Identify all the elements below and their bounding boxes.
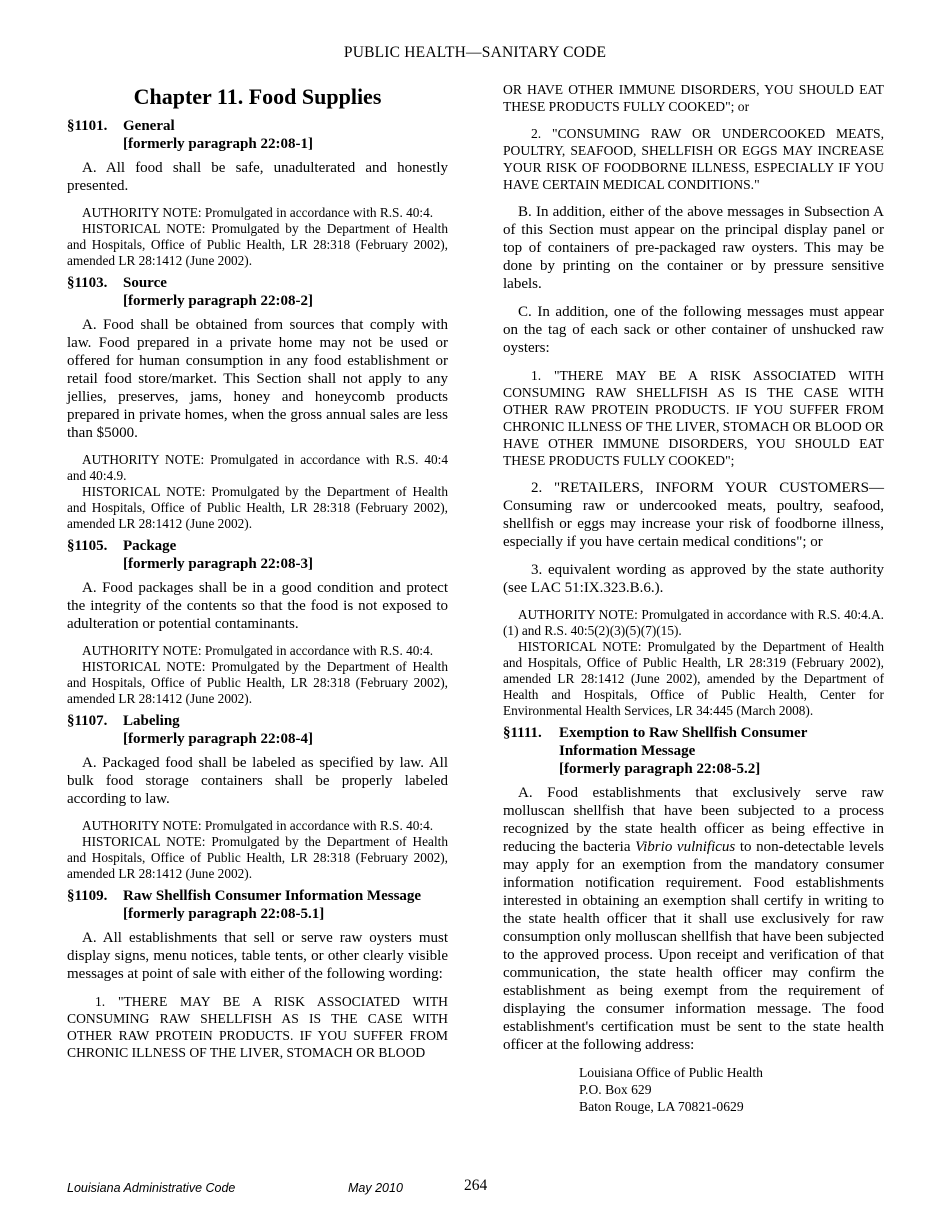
footer-date: May 2010: [348, 1181, 403, 1195]
section-number: §1101.: [67, 118, 108, 134]
section-number: §1111.: [503, 725, 542, 741]
paragraph: A. All establishments that sell or serve raw oysters must display signs, menu notices, table tents, or other clearly visible messages at point of sale with either of the following wording:: [67, 930, 448, 982]
authority-note: AUTHORITY NOTE: Promulgated in accordance with R.S. 40:4.: [82, 205, 434, 220]
section-title: Source: [123, 275, 167, 291]
species-name: Vibrio vulnificus: [635, 839, 736, 855]
section-former: [formerly paragraph 22:08-4]: [123, 731, 313, 747]
historical-note: HISTORICAL NOTE: Promulgated by the Department of Health and Hospitals, Office of Public Health, LR 28:318 (February 2002), amended LR 28:1412 (June 2002).: [67, 659, 448, 706]
section-former: [formerly paragraph 22:08-2]: [123, 293, 313, 309]
list-item: 2. "RETAILERS, INFORM YOUR CUSTOMERS—Consuming raw or undercooked meats, poultry, seafood, shellfish or eggs may increase your risk of foodborne illness, especially if you have certain medical conditions"; or: [503, 480, 884, 550]
address-line: Baton Rouge, LA 70821-0629: [579, 1099, 744, 1114]
paragraph-text: to non-detectable levels may apply for an exemption from the mandatory consumer information notification requirement. Food establishments interested in obtaining an exemption shall certify in writing to the state health officer that it shall use exclusively for raw consumption only molluscan shellfish that have been subjected to the approved process. Upon receipt and verification of that communication, the state health officer may confirm the establishment as being exempt from the requirement of displaying the consumer information message. The food establishment's certification must be sent to the state health officer at the following address:: [503, 839, 885, 1053]
list-item: 1. "THERE MAY BE A RISK ASSOCIATED WITH CONSUMING RAW SHELLFISH AS IS THE CASE WITH OTHER RAW PROTEIN PRODUCTS. IF YOU SUFFER FROM CHRONIC ILLNESS OF THE LIVER, STOMACH OR BLOOD OR HAVE OTHER IMMUNE DISORDERS, YOU SHOULD EAT THESE PRODUCTS FULLY COOKED";: [503, 368, 884, 468]
running-header: PUBLIC HEALTH—SANITARY CODE: [343, 44, 607, 61]
section-number: §1105.: [67, 538, 108, 554]
section-heading-1103: [67, 274, 448, 310]
authority-note: AUTHORITY NOTE: Promulgated in accordance with R.S. 40:4 and 40:4.9.: [67, 452, 448, 483]
list-item: 1. "THERE MAY BE A RISK ASSOCIATED WITH CONSUMING RAW SHELLFISH AS IS THE CASE WITH OTHER RAW PROTEIN PRODUCTS. IF YOU SUFFER FROM CHRONIC ILLNESS OF THE LIVER, STOMACH OR BLOOD: [67, 994, 448, 1060]
section-heading-1111: [503, 724, 884, 778]
section-title-continued: Information Message: [559, 743, 696, 759]
list-item-continuation: OR HAVE OTHER IMMUNE DISORDERS, YOU SHOULD EAT THESE PRODUCTS FULLY COOKED"; or: [503, 82, 884, 114]
right-column: [503, 81, 884, 1115]
left-column: [67, 80, 448, 1061]
footer-publication: Louisiana Administrative Code: [67, 1181, 236, 1195]
paragraph: C. In addition, one of the following messages must appear on the tag of each sack or other container of unshucked raw oysters:: [503, 304, 884, 356]
paragraph: A. Food shall be obtained from sources that comply with law. Food prepared in a private home may not be used or offered for human consumption in any food establishment or retail food store/market. This Section shall not apply to any jellies, preserves, jams, honey and honeycomb products prepared in private homes, when the gross annual sales are less than $5000.: [67, 317, 448, 441]
section-heading-1101: [67, 117, 448, 153]
paragraph: A. All food shall be safe, unadulterated and honestly presented.: [67, 160, 448, 194]
address-line: P.O. Box 629: [579, 1082, 652, 1097]
authority-note: AUTHORITY NOTE: Promulgated in accordance with R.S. 40:4.: [82, 643, 434, 658]
paragraph-text: A. Food establishments that exclusively serve raw molluscan shellfish that have been subjected to a process recognized by the state health officer as being effective in reducing the bacteria: [503, 785, 884, 855]
paragraph: [503, 784, 884, 1054]
section-number: §1103.: [67, 275, 108, 291]
chapter-title: Chapter 11. Food Supplies: [133, 84, 382, 109]
historical-note: HISTORICAL NOTE: Promulgated by the Department of Health and Hospitals, Office of Public Health, LR 28:318 (February 2002), amended LR 28:1412 (June 2002).: [67, 834, 448, 881]
section-title: Raw Shellfish Consumer Information Message: [123, 888, 422, 904]
section-former: [formerly paragraph 22:08-5.1]: [123, 906, 325, 922]
section-heading-1105: [67, 537, 448, 573]
section-former: [formerly paragraph 22:08-1]: [123, 136, 313, 152]
address-line: Louisiana Office of Public Health: [579, 1065, 763, 1080]
section-former: [formerly paragraph 22:08-5.2]: [559, 761, 761, 777]
page-number: 264: [464, 1177, 488, 1194]
paragraph: A. Packaged food shall be labeled as specified by law. All bulk food storage containers shall be properly labeled according to law.: [67, 755, 448, 807]
section-heading-1109: [67, 887, 448, 923]
paragraph: A. Food packages shall be in a good condition and protect the integrity of the contents so that the food is not exposed to adulteration or potential contaminants.: [67, 580, 448, 632]
section-title: Package: [123, 538, 177, 554]
authority-note: AUTHORITY NOTE: Promulgated in accordance with R.S. 40:4.: [82, 818, 434, 833]
paragraph: B. In addition, either of the above messages in Subsection A of this Section must appear on the principal display panel or top of containers of pre-packaged raw oysters. This may be done by printing on the container or by pressure sensitive labels.: [503, 204, 884, 292]
authority-note: AUTHORITY NOTE: Promulgated in accordance with R.S. 40:4.A.(1) and R.S. 40:5(2)(3)(5)(7)(15).: [503, 607, 884, 638]
mailing-address: [579, 1064, 884, 1115]
section-title: Labeling: [123, 713, 180, 729]
section-heading-1107: [67, 712, 448, 748]
section-title: General: [123, 118, 175, 134]
section-title: Exemption to Raw Shellfish Consumer: [559, 725, 808, 741]
historical-note: HISTORICAL NOTE: Promulgated by the Department of Health and Hospitals, Office of Public Health, LR 28:319 (February 2002), amended LR 28:1412 (June 2002), amended by the Department of Health and Hospitals, Office of Public Health, Center for Environmental Health Services, LR 34:445 (March 2008).: [503, 639, 884, 718]
list-item: 2. "CONSUMING RAW OR UNDERCOOKED MEATS, POULTRY, SEAFOOD, SHELLFISH OR EGGS MAY INCREASE YOUR RISK OF FOODBORNE ILLNESS, ESPECIALLY IF YOU HAVE CERTAIN MEDICAL CONDITIONS.": [503, 126, 884, 192]
historical-note: HISTORICAL NOTE: Promulgated by the Department of Health and Hospitals, Office of Public Health, LR 28:318 (February 2002), amended LR 28:1412 (June 2002).: [67, 484, 448, 531]
section-former: [formerly paragraph 22:08-3]: [123, 556, 313, 572]
list-item: 3. equivalent wording as approved by the state authority (see LAC 51:IX.323.B.6.).: [503, 562, 884, 596]
historical-note: HISTORICAL NOTE: Promulgated by the Department of Health and Hospitals, Office of Public Health, LR 28:318 (February 2002), amended LR 28:1412 (June 2002).: [67, 221, 448, 268]
section-number: §1109.: [67, 888, 108, 904]
section-number: §1107.: [67, 713, 108, 729]
